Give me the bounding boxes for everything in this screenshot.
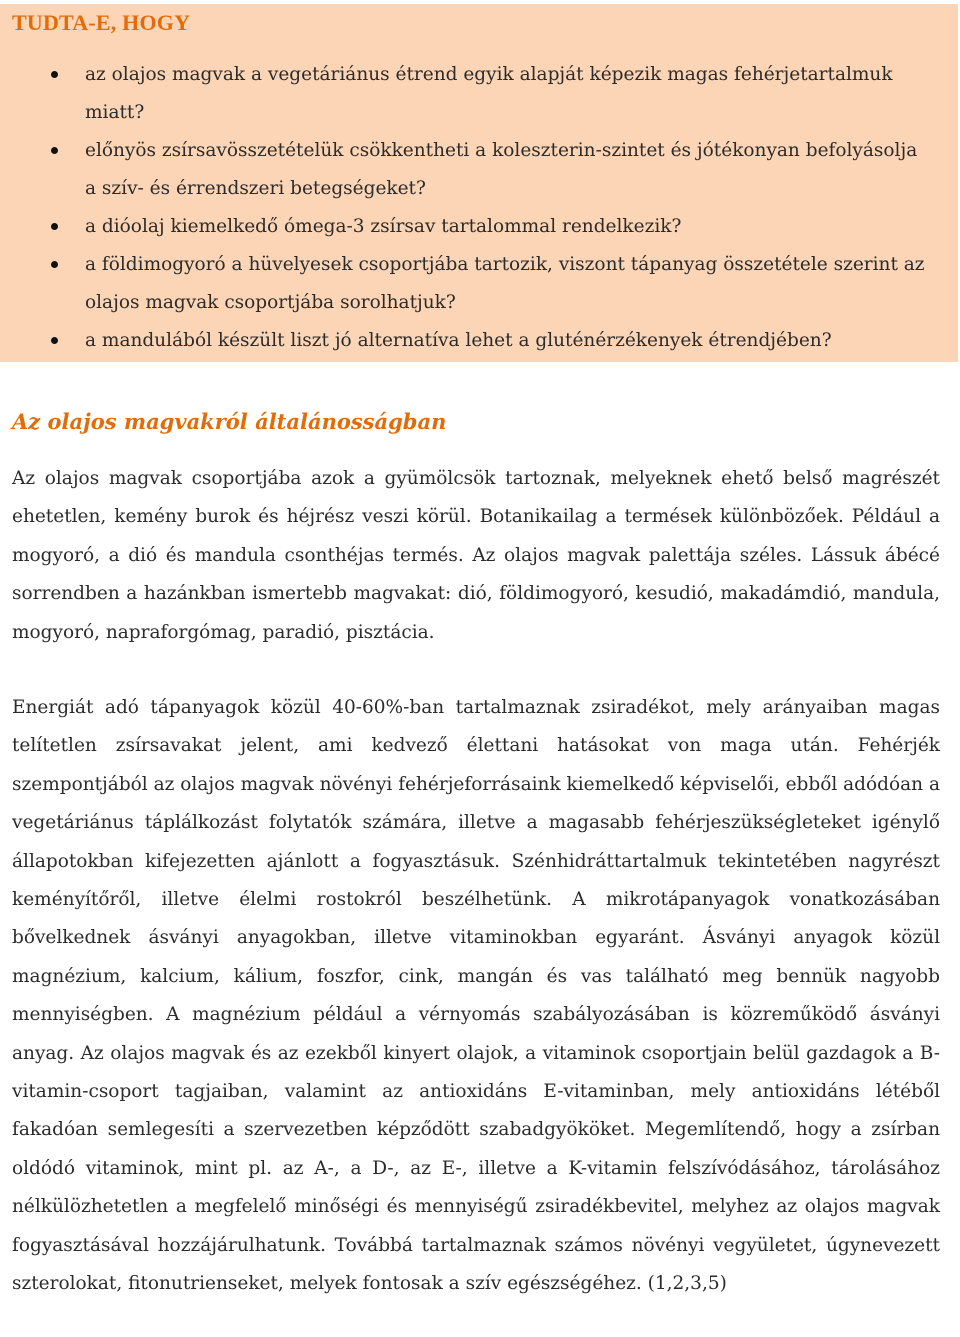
callout-title: TUDTA-E, HOGY: [12, 10, 191, 35]
callout-bullet-item: [0, 132, 950, 208]
callout-bullet-text: előnyös zsírsavösszetételük csökkentheti a koleszterin-szintet és jótékonyan befolyásolja a szív- és érrendszeri betegségeket?: [85, 140, 918, 199]
body-paragraph-intro: Az olajos magvak csoportjába azok a gyümölcsök tartoznak, melyeknek ehető belső magrészét ehetetlen, kemény burok és héjrész veszi körül. Botanikailag a termések különbözőek. Például a mogyoró, a dió és mandula csonthéjas termés. Az olajos magvak palettája széles. Lássuk ábécé sorrendben a hazánkban ismertebb magvakat: dió, földimogyoró, kesudió, makadámdió, mandula, mogyoró, napraforgómag, paradió, pisztácia.: [12, 468, 940, 643]
body-paragraph-nutrients: Energiát adó tápanyagok közül 40-60%-ban tartalmaznak zsiradékot, mely arányaiban magas telítetlen zsírsavakat jelent, ami kedvező élettani hatásokat von maga után. Fehérjék szempontjából az olajos magvak növényi fehérjeforrásaink kiemelkedő képviselői, ebből adódóan a vegetáriánus táplálkozást folytatók számára, illetve a magasabb fehérjeszükségleteket igénylő állapotokban kifejezetten ajánlott a fogyasztásuk. Szénhidráttartalmuk tekintetében nagyrészt keményítőről, illetve élelmi rostokról beszélhetünk. A mikrotápanyagok vonatkozásában bővelkednek ásványi anyagokban, illetve vitaminokban egyaránt. Ásványi anyagok közül magnézium, kalcium, kálium, foszfor, cink, mangán és vas található meg bennük nagyobb mennyiségben. A magnézium például a vérnyomás szabályozásában is közreműködő ásványi anyag. Az olajos magvak és az ezekből kinyert olajok, a vitaminok csoportjain belül gazdagok a B-vitamin-csoport tagjaiban, valamint az antioxidáns E-vitaminban, mely antioxidáns létéből fakadóan semlegesíti a szervezetben képződött szabadgyököket. Megemlítendő, hogy a zsírban oldódó vitaminok, mint pl. az A-, a D-, az E-, illetve a K-vitamin felszívódásához, tárolásához nélkülözhetetlen a megfelelő minőségi és mennyiségű zsiradékbevitel, melyhez az olajos magvak fogyasztásával hozzájárulhatunk. Továbbá tartalmaznak számos növényi vegyületet, úgynevezett szterolokat, fitonutrienseket, melyek fontosak a szív egészségéhez. (1,2,3,5): [12, 697, 940, 1295]
callout-bullet-text: a földimogyoró a hüvelyesek csoportjába tartozik, viszont tápanyag összetétele szerint az olajos magvak csoportjába sorolhatjuk?: [85, 254, 925, 313]
callout-bullet-list: [0, 56, 950, 360]
section-heading: Az olajos magvakról általánosságban: [12, 409, 447, 434]
callout-bullet-text: a mandulából készült liszt jó alternatíva lehet a gluténérzékenyek étrendjében?: [85, 330, 832, 351]
bullet-dot-icon: [51, 147, 58, 154]
callout-bullet-item: [0, 56, 950, 132]
bullet-dot-icon: [51, 71, 58, 78]
bullet-dot-icon: [51, 261, 58, 268]
bullet-dot-icon: [51, 223, 58, 230]
did-you-know-box: [0, 4, 958, 362]
callout-bullet-item: [0, 208, 950, 246]
callout-bullet-item: [0, 322, 950, 360]
callout-bullet-text: a dióolaj kiemelkedő ómega-3 zsírsav tartalommal rendelkezik?: [85, 216, 682, 237]
callout-bullet-item: [0, 246, 950, 322]
bullet-dot-icon: [51, 337, 58, 344]
callout-bullet-text: az olajos magvak a vegetáriánus étrend egyik alapját képezik magas fehérjetartalmuk miatt?: [85, 64, 893, 123]
